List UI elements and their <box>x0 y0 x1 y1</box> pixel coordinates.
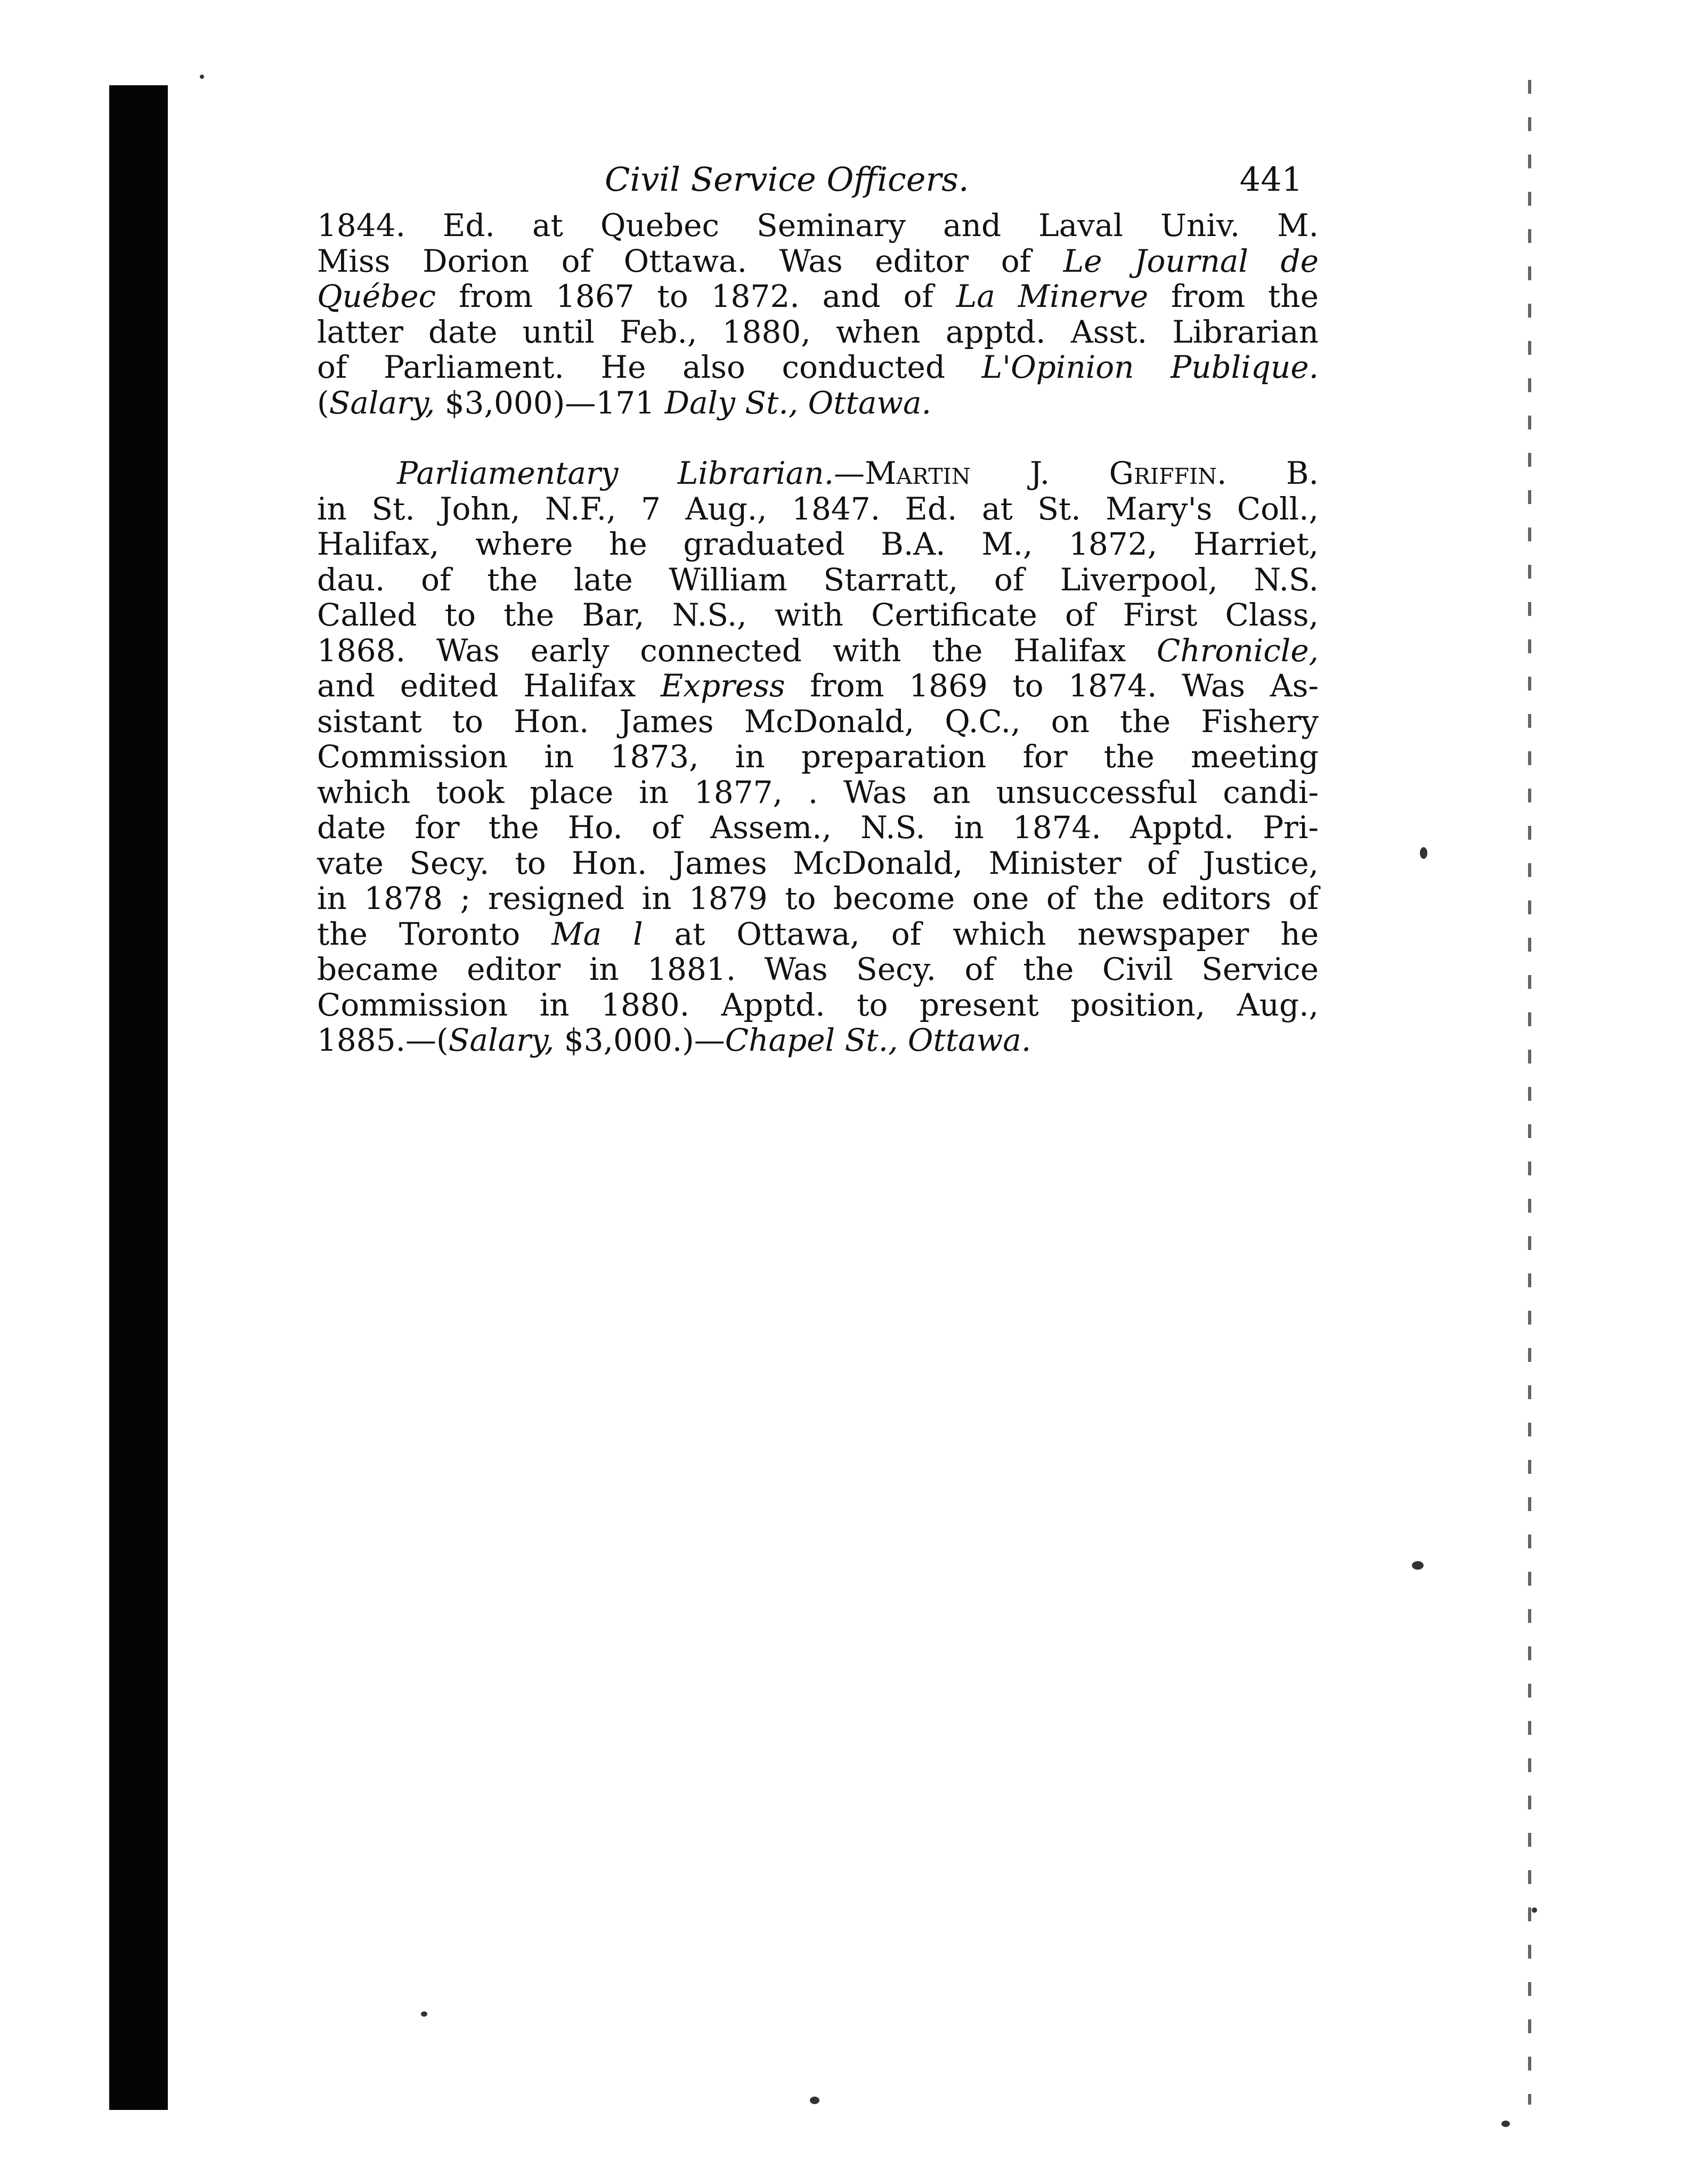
book-binding-shadow <box>109 85 168 2110</box>
text-line: Commission in 1880. Apptd. to present position, Aug., <box>317 986 1319 1023</box>
running-header <box>317 160 1319 208</box>
text-line: Parliamentary Librarian.—Martin J. Griffin. B. <box>397 455 1319 491</box>
scan-speck <box>421 2011 427 2017</box>
scan-speck <box>1501 2121 1510 2127</box>
scan-speck <box>1532 1907 1537 1913</box>
text-line: 1844. Ed. at Quebec Seminary and Laval Univ. M. <box>317 207 1319 243</box>
text-line: latter date until Feb., 1880, when apptd. Asst. Librarian <box>317 313 1319 350</box>
paragraph-gap <box>317 420 1319 456</box>
text-line: 1868. Was early connected with the Halifax Chronicle, <box>317 632 1319 669</box>
text-line: date for the Ho. of Assem., N.S. in 1874. Apptd. Pri- <box>317 809 1319 846</box>
text-line: Called to the Bar, N.S., with Certificate of First Class, <box>317 597 1319 633</box>
text-line: Halifax, where he graduated B.A. M., 1872, Harriet, <box>317 526 1319 562</box>
text-line: dau. of the late William Starratt, of Liverpool, N.S. <box>317 561 1319 598</box>
scan-speck <box>1412 1561 1424 1570</box>
text-line: sistant to Hon. James McDonald, Q.C., on the Fishery <box>317 703 1319 740</box>
text-line: 1885.—(Salary, $3,000.)—Chapel St., Ottawa. <box>317 1022 1031 1058</box>
text-line: vate Secy. to Hon. James McDonald, Minister of Justice, <box>317 845 1319 881</box>
page-edge-marks <box>1528 80 1531 2105</box>
text-line: (Salary, $3,000)—171 Daly St., Ottawa. <box>317 384 932 421</box>
paragraph-dorion-continuation <box>317 208 1319 420</box>
scan-speck <box>810 2097 819 2104</box>
scan-speck <box>200 75 204 79</box>
page-number: 441 <box>1239 160 1303 199</box>
text-line: Québec from 1867 to 1872. and of La Minerve from the <box>317 278 1319 314</box>
text-line: the Toronto Ma l at Ottawa, of which newspaper he <box>317 915 1319 952</box>
running-title: Civil Service Officers. <box>605 160 969 199</box>
text-line: which took place in 1877, . Was an unsuccessful candi- <box>317 774 1319 810</box>
text-line: in St. John, N.F., 7 Aug., 1847. Ed. at St. Mary's Coll., <box>317 490 1319 527</box>
text-line: of Parliament. He also conducted L'Opinion Publique. <box>317 349 1319 385</box>
scan-speck <box>1420 847 1427 859</box>
text-line: and edited Halifax Express from 1869 to 1874. Was As- <box>317 668 1319 704</box>
paragraph-parliamentary-librarian <box>317 456 1319 1058</box>
text-line: in 1878 ; resigned in 1879 to become one of the editors of <box>317 880 1319 916</box>
text-line: became editor in 1881. Was Secy. of the Civil Service <box>317 951 1319 987</box>
text-line: Miss Dorion of Ottawa. Was editor of Le Journal de <box>317 242 1319 279</box>
text-line: Commission in 1873, in preparation for the meeting <box>317 738 1319 775</box>
book-page <box>317 160 1319 1058</box>
